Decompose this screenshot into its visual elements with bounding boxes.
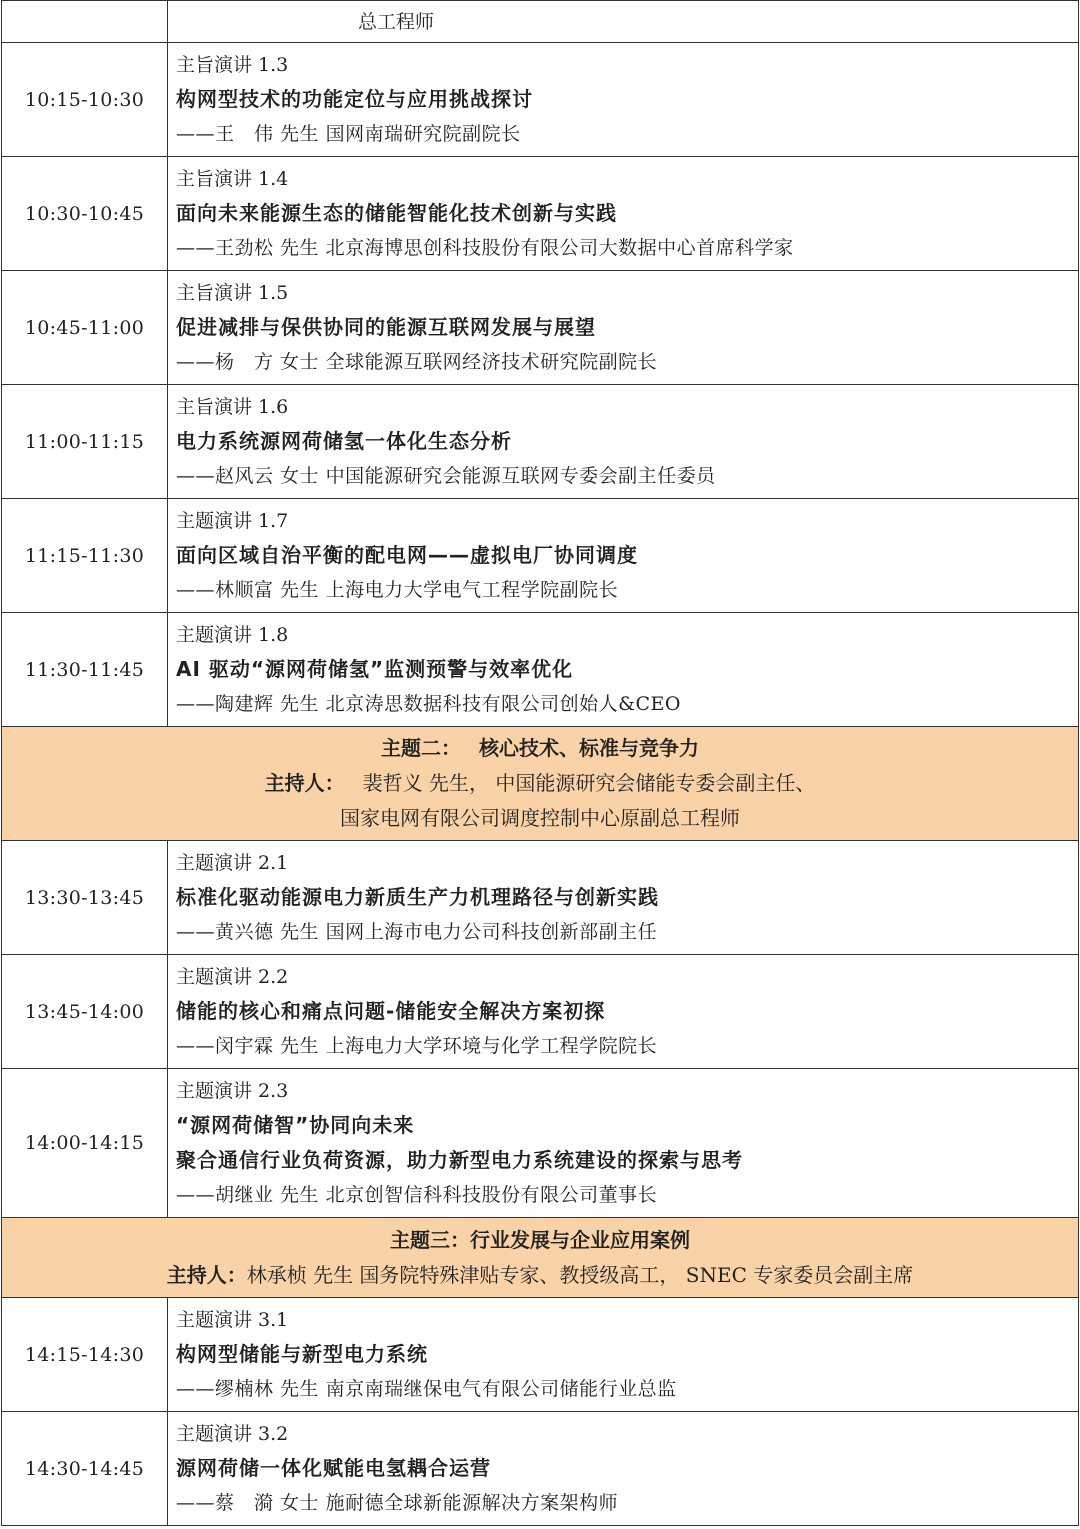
time-cell: 11:00-11:15	[2, 385, 168, 499]
section-cell	[2, 727, 1079, 841]
talk-cell	[168, 1069, 1079, 1218]
agenda-row	[2, 1069, 1079, 1218]
time-cell: 13:45-14:00	[2, 955, 168, 1069]
time-cell: 14:15-14:30	[2, 1298, 168, 1412]
speaker-line: ——胡继业 先生 北京创智信科科技股份有限公司董事长	[176, 1183, 658, 1206]
time-cell: 10:45-11:00	[2, 271, 168, 385]
speaker-line: ——赵风云 女士 中国能源研究会能源互联网专委会副主任委员	[176, 464, 716, 487]
talk-label: 主题演讲 3.1	[176, 1308, 289, 1331]
agenda-row-continuation	[2, 1, 1079, 43]
speaker-line: ——王 伟 先生 国网南瑞研究院副院长	[176, 122, 521, 145]
section-host-line	[2, 766, 1078, 801]
section-host-line	[2, 1258, 1078, 1293]
talk-title: “源网荷储智”协同向未来	[176, 1112, 415, 1137]
talk-cell	[168, 499, 1079, 613]
agenda-row	[2, 271, 1079, 385]
section-header-3	[2, 1218, 1079, 1298]
host-text: 林承桢 先生 国务院特殊津贴专家、教授级高工， SNEC 专家委员会副主席	[246, 1262, 914, 1287]
talk-label: 主题演讲 1.8	[176, 623, 289, 646]
talk-cell	[168, 271, 1079, 385]
section-cell	[2, 1218, 1079, 1298]
talk-label: 主题演讲 2.2	[176, 965, 289, 988]
agenda-row	[2, 157, 1079, 271]
agenda-row	[2, 499, 1079, 613]
talk-title: 源网荷储一体化赋能电氢耦合运营	[176, 1455, 491, 1480]
section-theme-line	[2, 731, 1078, 766]
talk-title: AI 驱动“源网荷储氢”监测预警与效率优化	[176, 656, 574, 681]
section-host-line-2: 国家电网有限公司调度控制中心原副总工程师	[340, 806, 740, 830]
talk-title: 储能的核心和痛点问题-储能安全解决方案初探	[176, 998, 606, 1023]
section-header-2	[2, 727, 1079, 841]
time-cell: 10:30-10:45	[2, 157, 168, 271]
talk-cell	[168, 157, 1079, 271]
talk-cell	[168, 1, 1079, 43]
host-label: 主持人：	[166, 1262, 247, 1287]
talk-label: 主题演讲 1.7	[176, 509, 289, 532]
talk-cell	[168, 385, 1079, 499]
agenda-row	[2, 1298, 1079, 1412]
talk-title: 电力系统源网荷储氢一体化生态分析	[176, 428, 512, 453]
speaker-line: ——黄兴德 先生 国网上海市电力公司科技创新部副主任	[176, 920, 658, 943]
talk-title: 面向未来能源生态的储能智能化技术创新与实践	[176, 200, 617, 225]
host-label: 主持人：	[264, 771, 345, 795]
agenda-row	[2, 613, 1079, 727]
time-cell-empty	[2, 1, 168, 43]
speaker-line: ——王劲松 先生 北京海博思创科技股份有限公司大数据中心首席科学家	[176, 236, 794, 259]
talk-cell	[168, 955, 1079, 1069]
agenda-row	[2, 841, 1079, 955]
speaker-line: ——陶建辉 先生 北京涛思数据科技有限公司创始人&CEO	[176, 692, 681, 715]
speaker-line: ——杨 方 女士 全球能源互联网经济技术研究院副院长	[176, 350, 658, 373]
talk-cell	[168, 841, 1079, 955]
talk-cell	[168, 1412, 1079, 1526]
talk-label: 主旨演讲 1.5	[176, 281, 289, 304]
agenda-row	[2, 1412, 1079, 1526]
talk-title: 标准化驱动能源电力新质生产力机理路径与创新实践	[176, 884, 659, 909]
talk-title: 构网型储能与新型电力系统	[176, 1341, 428, 1366]
time-cell: 11:30-11:45	[2, 613, 168, 727]
speaker-title-continuation: 总工程师	[358, 10, 435, 33]
speaker-line: ——林顺富 先生 上海电力大学电气工程学院副院长	[176, 578, 619, 601]
agenda-row	[2, 955, 1079, 1069]
talk-cell	[168, 1298, 1079, 1412]
section-theme-line: 主题三：行业发展与企业应用案例	[390, 1227, 690, 1252]
talk-title: 面向区域自治平衡的配电网——虚拟电厂协同调度	[176, 542, 638, 567]
agenda-row	[2, 43, 1079, 157]
talk-label: 主旨演讲 1.6	[176, 395, 289, 418]
time-cell: 14:00-14:15	[2, 1069, 168, 1218]
time-cell: 11:15-11:30	[2, 499, 168, 613]
talk-cell	[168, 613, 1079, 727]
agenda-table	[1, 0, 1079, 1526]
speaker-line: ——闵宇霖 先生 上海电力大学环境与化学工程学院院长	[176, 1034, 658, 1057]
talk-cell	[168, 43, 1079, 157]
talk-label: 主题演讲 2.3	[176, 1079, 289, 1102]
host-text: 裴哲义 先生， 中国能源研究会储能专委会副主任、	[362, 771, 816, 795]
talk-subtitle: 聚合通信行业负荷资源，助力新型电力系统建设的探索与思考	[176, 1147, 743, 1172]
talk-title: 促进减排与保供协同的能源互联网发展与展望	[176, 314, 596, 339]
talk-title: 构网型技术的功能定位与应用挑战探讨	[176, 86, 533, 111]
talk-label: 主旨演讲 1.4	[176, 167, 289, 190]
section-theme-label: 主题二：	[381, 736, 461, 760]
time-cell: 13:30-13:45	[2, 841, 168, 955]
agenda-row	[2, 385, 1079, 499]
speaker-line: ——缪楠林 先生 南京南瑞继保电气有限公司储能行业总监	[176, 1377, 677, 1400]
section-theme-title: 核心技术、标准与竞争力	[479, 736, 699, 760]
talk-label: 主旨演讲 1.3	[176, 53, 289, 76]
time-cell: 14:30-14:45	[2, 1412, 168, 1526]
speaker-line: ——蔡 漪 女士 施耐德全球新能源解决方案架构师	[176, 1491, 619, 1514]
time-cell: 10:15-10:30	[2, 43, 168, 157]
talk-label: 主题演讲 3.2	[176, 1422, 289, 1445]
talk-label: 主题演讲 2.1	[176, 851, 289, 874]
